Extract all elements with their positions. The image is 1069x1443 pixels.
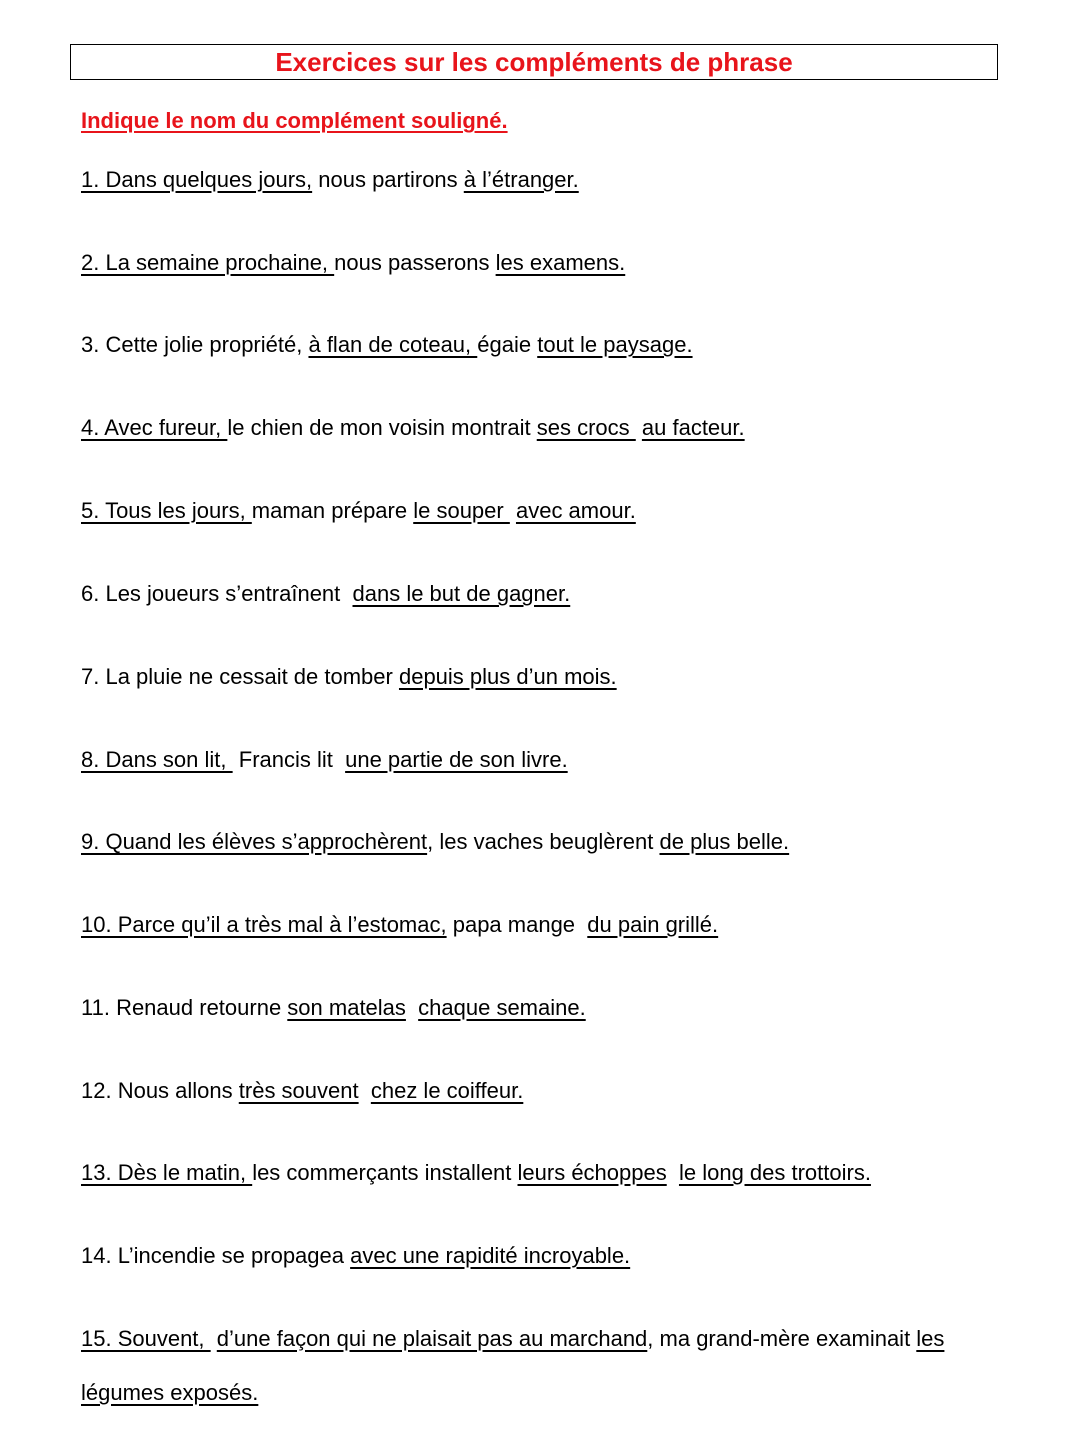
sentence-text: papa mange — [446, 912, 588, 937]
underlined-complement: tout le paysage. — [537, 332, 693, 357]
underlined-complement: 13. Dès le matin, — [81, 1160, 253, 1185]
sentence-text: 12. Nous allons — [81, 1078, 239, 1103]
underlined-complement: très souvent — [238, 1078, 359, 1103]
underlined-complement: d’une façon qui ne plaisait pas au marchand — [216, 1326, 648, 1351]
sentence-text: 14. L’incendie se propagea — [81, 1243, 351, 1268]
sentence-text: maman prépare — [251, 498, 414, 523]
exercise-item-14 — [81, 1242, 630, 1270]
underlined-complement: 1. Dans quelques jours, — [81, 167, 313, 192]
exercise-item-11 — [81, 994, 586, 1022]
sentence-text: 6. Les joueurs s’entraînent — [81, 581, 353, 606]
underlined-complement: à l’étranger. — [463, 167, 579, 192]
sentence-text: les commerçants installent — [252, 1160, 518, 1185]
sentence-text: égaie — [477, 332, 538, 357]
sentence-text: 3. Cette jolie propriété, — [81, 332, 309, 357]
exercise-item-13 — [81, 1159, 871, 1187]
underlined-complement: son matelas — [287, 995, 406, 1020]
underlined-complement: chaque semaine. — [418, 995, 586, 1020]
sentence-text: le chien de mon voisin montrait — [227, 415, 537, 440]
underlined-complement: les — [916, 1326, 945, 1351]
sentence-text — [406, 995, 418, 1020]
exercise-item-3 — [81, 331, 693, 359]
exercise-item-1 — [81, 166, 579, 194]
exercise-item-9 — [81, 828, 789, 856]
underlined-complement: de plus belle. — [659, 829, 790, 854]
exercise-item-10 — [81, 911, 718, 939]
underlined-complement: les examens. — [495, 250, 626, 275]
underlined-complement: à flan de coteau, — [308, 332, 478, 357]
underlined-complement: avec amour. — [515, 498, 636, 523]
underlined-complement: une partie de son livre. — [345, 747, 568, 772]
underlined-complement: 8. Dans son lit, — [81, 747, 233, 772]
exercise-item-15-continuation: légumes exposés. — [81, 1380, 259, 1405]
sentence-text — [667, 1160, 679, 1185]
underlined-complement: ses crocs — [536, 415, 636, 440]
exercise-item-5 — [81, 497, 636, 525]
underlined-complement: 2. La semaine prochaine, — [81, 250, 335, 275]
sentence-text: nous partirons — [312, 167, 464, 192]
underlined-complement: au facteur. — [641, 415, 745, 440]
underlined-complement: 9. Quand les élèves s’approchèrent — [81, 829, 428, 854]
sentence-text: nous passerons — [334, 250, 496, 275]
sentence-text: 7. La pluie ne cessait de tomber — [81, 664, 399, 689]
exercise-item-6 — [81, 580, 570, 608]
exercise-item-8 — [81, 746, 568, 774]
underlined-complement: 15. Souvent, — [81, 1326, 211, 1351]
exercise-item-4 — [81, 414, 745, 442]
exercise-item-2 — [81, 249, 625, 277]
underlined-complement: depuis plus d’un mois. — [398, 664, 617, 689]
sentence-text: , ma grand-mère examinait — [647, 1326, 917, 1351]
exercise-item-15 — [81, 1325, 944, 1353]
sentence-text: Francis lit — [232, 747, 346, 772]
underlined-complement: le souper — [413, 498, 510, 523]
underlined-complement: avec une rapidité incroyable. — [350, 1243, 631, 1268]
exercise-item-12 — [81, 1077, 523, 1105]
underlined-complement: leurs échoppes — [517, 1160, 667, 1185]
underlined-complement: chez le coiffeur. — [370, 1078, 524, 1103]
instruction: Indique le nom du complément souligné. — [81, 108, 508, 133]
underlined-complement: le long des trottoirs. — [678, 1160, 871, 1185]
underlined-complement: du pain grillé. — [587, 912, 719, 937]
underlined-complement: 10. Parce qu’il a très mal à l’estomac, — [81, 912, 447, 937]
page-title: Exercices sur les compléments de phrase — [70, 44, 998, 80]
underlined-complement: 4. Avec fureur, — [81, 415, 228, 440]
sentence-text — [359, 1078, 371, 1103]
underlined-complement: dans le but de gagner. — [352, 581, 571, 606]
underlined-complement: 5. Tous les jours, — [81, 498, 252, 523]
sentence-text: , les vaches beuglèrent — [427, 829, 660, 854]
exercise-item-7 — [81, 663, 617, 691]
sentence-text: 11. Renaud retourne — [81, 995, 288, 1020]
